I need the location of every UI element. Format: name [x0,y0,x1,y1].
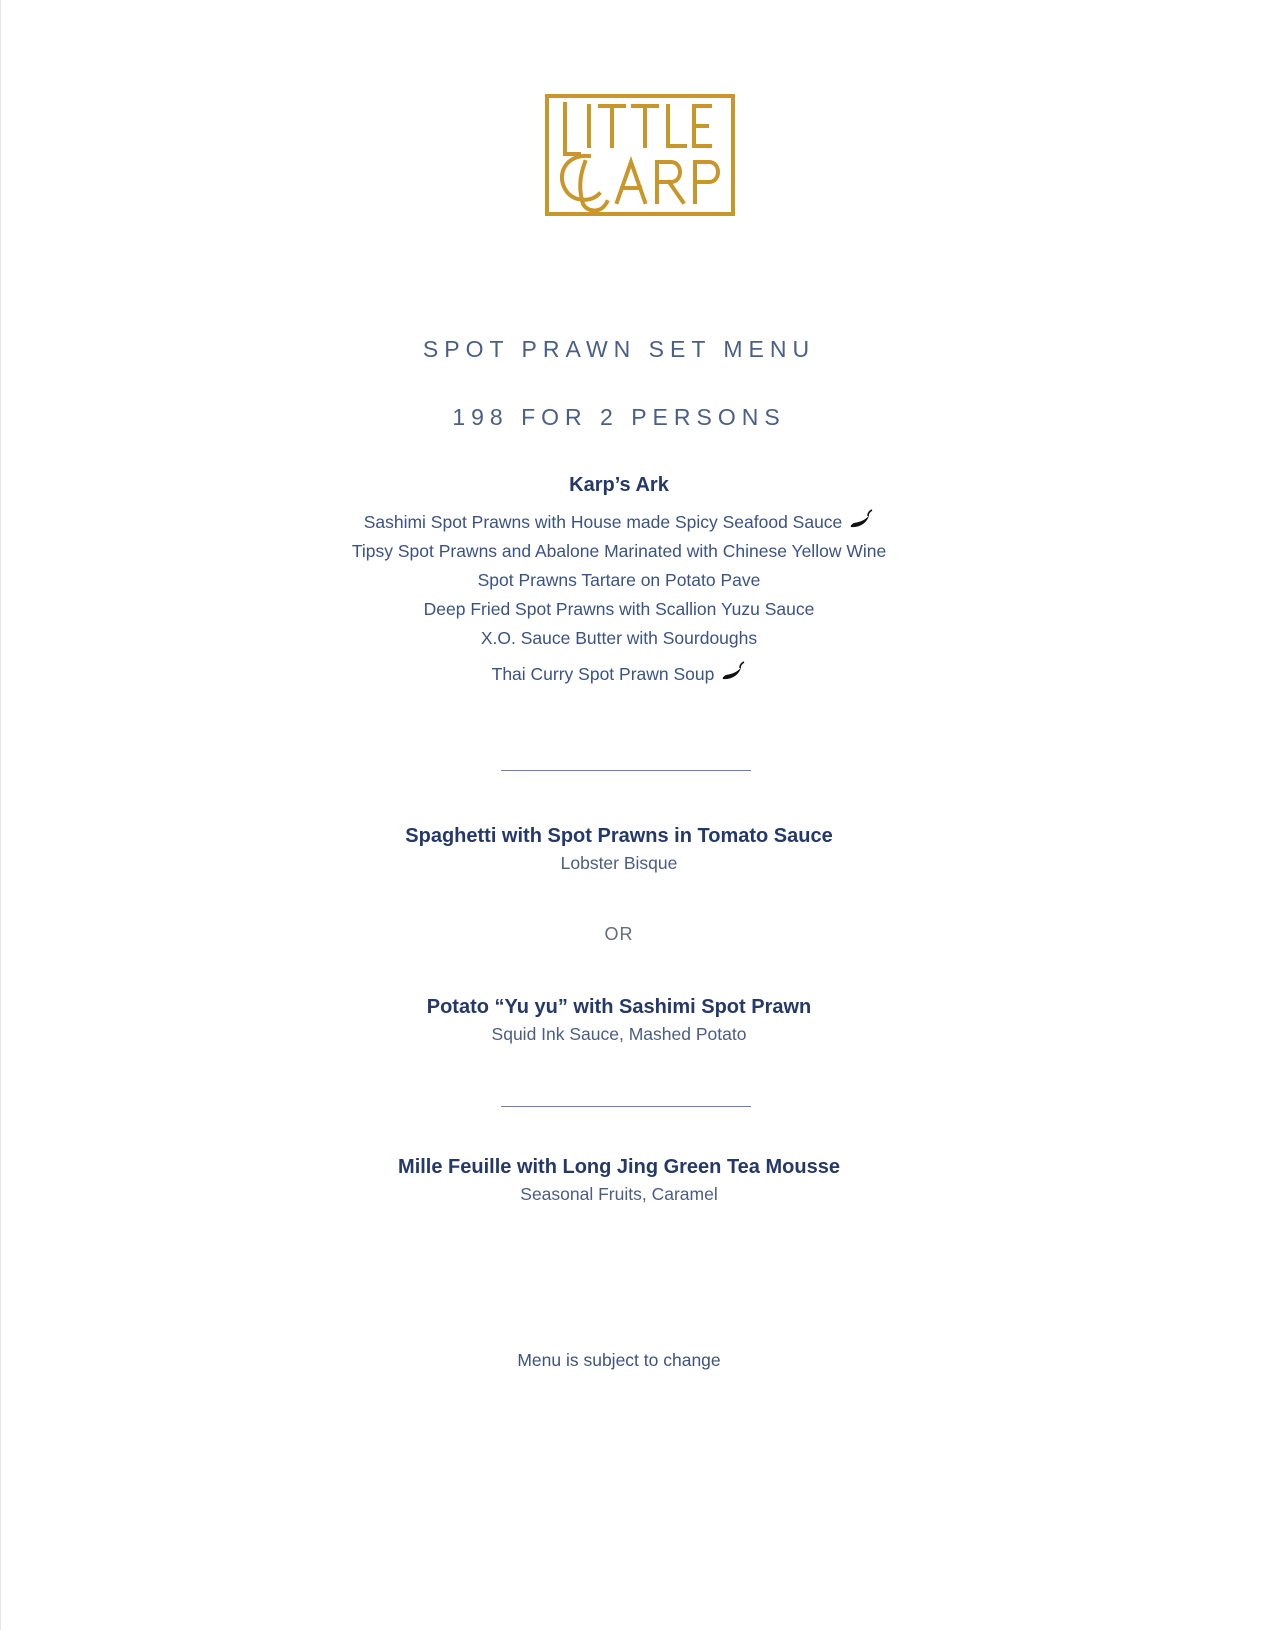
footer-note: Menu is subject to change [517,1350,721,1370]
main-course-subtitle: Squid Ink Sauce, Mashed Potato [491,1024,747,1044]
dessert-subtitle: Seasonal Fruits, Caramel [520,1184,718,1204]
little-karp-logo [545,94,735,216]
section-divider [501,1106,751,1108]
chili-pepper-icon [720,660,746,682]
menu-title: SPOT PRAWN SET MENU [422,336,816,362]
menu-item-label: Thai Curry Spot Prawn Soup [491,664,715,684]
main-course-title: Spaghetti with Spot Prawns in Tomato Sauce [405,825,833,847]
menu-item-label: Spot Prawns Tartare on Potato Pave [477,570,761,590]
chili-pepper-icon [848,508,874,530]
menu-item-label: Deep Fried Spot Prawns with Scallion Yuzu Sauce [423,599,815,619]
menu-item [1,507,1237,537]
menu-item-label: Sashimi Spot Prawns with House made Spicy Seafood Sauce [363,512,843,532]
menu-item [1,565,1237,595]
menu-item [1,659,1237,689]
menu-item [1,623,1237,653]
main-course-subtitle: Lobster Bisque [560,853,678,873]
menu-item [1,594,1237,624]
menu-item-label: Tipsy Spot Prawns and Abalone Marinated with Chinese Yellow Wine [351,541,887,561]
section-title-karps-ark: Karp’s Ark [569,474,669,496]
dessert-title: Mille Feuille with Long Jing Green Tea Mousse [398,1156,840,1178]
menu-item-label: X.O. Sauce Butter with Sourdoughs [480,628,758,648]
menu-item [1,536,1237,566]
section-divider [501,770,751,772]
main-course-title: Potato “Yu yu” with Sashimi Spot Prawn [426,996,812,1018]
price-line: 198 FOR 2 PERSONS [452,404,786,430]
or-separator: OR [604,924,634,944]
